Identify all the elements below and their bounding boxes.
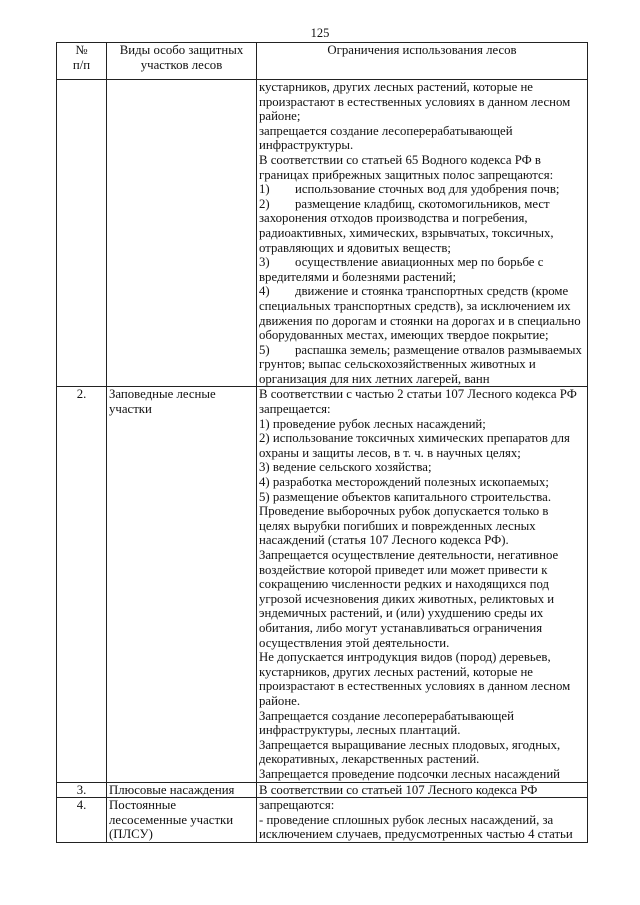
restriction-line: - проведение сплошных рубок лесных насаждений, за: [259, 812, 554, 827]
restriction-line: запрещается создание лесоперерабатывающей: [259, 123, 513, 138]
restriction-line: отравляющих и ядовитых веществ;: [259, 240, 451, 255]
restriction-line: 3) осуществление авиационных мер по борьбе с: [259, 255, 544, 270]
restrictions-table: [56, 42, 588, 843]
restriction-line: 1) использование сточных вод для удобрения почв;: [259, 182, 560, 197]
restriction-line: Запрещается проведение подсочки лесных насаждений: [259, 766, 561, 781]
forest-area-type: [107, 782, 257, 798]
restriction-line: эндемичных растений, и (или) ухудшению среды их: [259, 606, 544, 621]
restriction-line: Запрещается создание лесоперерабатывающей: [259, 708, 514, 723]
restriction-line: Запрещается выращивание лесных плодовых, ягодных,: [259, 737, 561, 752]
restriction-line: районе;: [259, 109, 301, 124]
restriction-line: грунтов; выпас сельскохозяйственных животных и: [259, 357, 536, 372]
restriction-line: движения по дорогам и стоянки на дорогах и в специально: [259, 313, 581, 328]
restriction-line: декоративных, лекарственных растений.: [259, 752, 480, 767]
restrictions-cell: [257, 387, 588, 782]
type-line: участки: [109, 402, 152, 417]
type-line: Заповедные лесные: [109, 387, 216, 402]
restriction-line: Запрещается осуществление деятельности, негативное: [259, 548, 559, 562]
restriction-line: угрозой исчезновения диких животных, реликтовых и: [259, 591, 555, 606]
forest-area-type: [107, 80, 257, 387]
restriction-line: осуществления этой деятельности.: [259, 635, 450, 650]
restriction-line: охраны и защиты лесов, в т. ч. в научных целях;: [259, 445, 521, 460]
restriction-line: кустарников, других лесных растений, которые не: [259, 664, 533, 679]
table-row: [57, 80, 588, 387]
restriction-line: 1) проведение рубок лесных насаждений;: [259, 416, 486, 431]
type-line: (ПЛСУ): [109, 827, 153, 842]
restriction-line: 2) использование токсичных химических препаратов для: [259, 431, 570, 446]
restriction-line: 3) ведение сельского хозяйства;: [259, 460, 432, 475]
restriction-line: 2) размещение кладбищ, скотомогильников, мест: [259, 196, 550, 211]
restriction-line: специальных транспортных средств), за исключением их: [259, 298, 571, 313]
table-row: [57, 798, 588, 843]
table-row: [57, 387, 588, 782]
restrictions-cell: [257, 80, 588, 387]
table-header-row: [57, 43, 588, 80]
forest-area-type: [107, 387, 257, 782]
restriction-line: 4) движение и стоянка транспортных средств (кроме: [259, 284, 569, 299]
restriction-line: В соответствии со статьей 65 Водного кодекса РФ в: [259, 152, 541, 167]
restriction-line: районе.: [259, 693, 301, 708]
row-number: [57, 80, 107, 387]
restriction-line: исключением случаев, предусмотренных частью 4 статьи: [259, 827, 573, 842]
restriction-line: В соответствии со статьей 107 Лесного кодекса РФ: [259, 782, 538, 797]
restriction-line: сокращению численности редких и находящихся под: [259, 577, 550, 592]
page-number: 125: [310, 26, 330, 40]
restriction-line: инфраструктуры, лесных плантаций.: [259, 723, 461, 738]
restrictions-cell: [257, 782, 588, 798]
restriction-line: насаждений (статья 107 Лесного кодекса РФ).: [259, 533, 509, 548]
forest-area-type: [107, 798, 257, 843]
restriction-line: 5) распашка земель; размещение отвалов размываемых: [259, 342, 582, 357]
restriction-line: радиоактивных, химических, взрывчатых, токсичных,: [259, 225, 554, 240]
restriction-line: 4) разработка месторождений полезных ископаемых;: [259, 475, 549, 490]
restriction-line: организация для них летних лагерей, ванн: [259, 371, 490, 386]
table-row: [57, 782, 588, 798]
restriction-line: запрещаются:: [259, 798, 335, 813]
restriction-line: кустарников, других лесных растений, которые не: [259, 80, 533, 94]
restriction-line: 5) размещение объектов капитального строительства.: [259, 489, 552, 504]
type-line: Постоянные: [109, 798, 177, 813]
header-restrictions: Ограничения использования лесов: [257, 43, 588, 80]
restriction-line: оборудованных местах, имеющих твердое покрытие;: [259, 328, 549, 343]
restriction-line: запрещается:: [259, 402, 331, 417]
restriction-line: произрастают в естественных условиях в данном лесном: [259, 94, 571, 109]
restriction-line: произрастают в естественных условиях в данном лесном: [259, 679, 571, 694]
restriction-line: инфраструктуры.: [259, 138, 354, 153]
header-number: № п/п: [57, 43, 107, 80]
header-type: Виды особо защитных участков лесов: [107, 43, 257, 80]
restriction-line: Не допускается интродукция видов (пород) деревьев,: [259, 650, 551, 665]
restriction-line: воздействие которой приведет или может привести к: [259, 562, 548, 577]
row-number: 3.: [57, 782, 107, 798]
restriction-line: Проведение выборочных рубок допускается только в: [259, 504, 549, 519]
restriction-line: границах прибрежных защитных полос запрещаются:: [259, 167, 554, 182]
restriction-line: В соответствии с частью 2 статьи 107 Лесного кодекса РФ: [259, 387, 577, 402]
restriction-line: вредителями и болезнями растений;: [259, 269, 457, 284]
restriction-line: обитания, либо могут устанавливаться ограничения: [259, 620, 543, 635]
row-number: 4.: [57, 798, 107, 843]
type-line: лесосеменные участки: [109, 812, 234, 827]
type-line: Плюсовые насаждения: [109, 782, 235, 797]
restriction-line: захоронения отходов производства и погребения,: [259, 211, 528, 226]
restriction-line: целях вырубки погибших и поврежденных лесных: [259, 518, 536, 533]
restrictions-cell: [257, 798, 588, 843]
row-number: 2.: [57, 387, 107, 782]
